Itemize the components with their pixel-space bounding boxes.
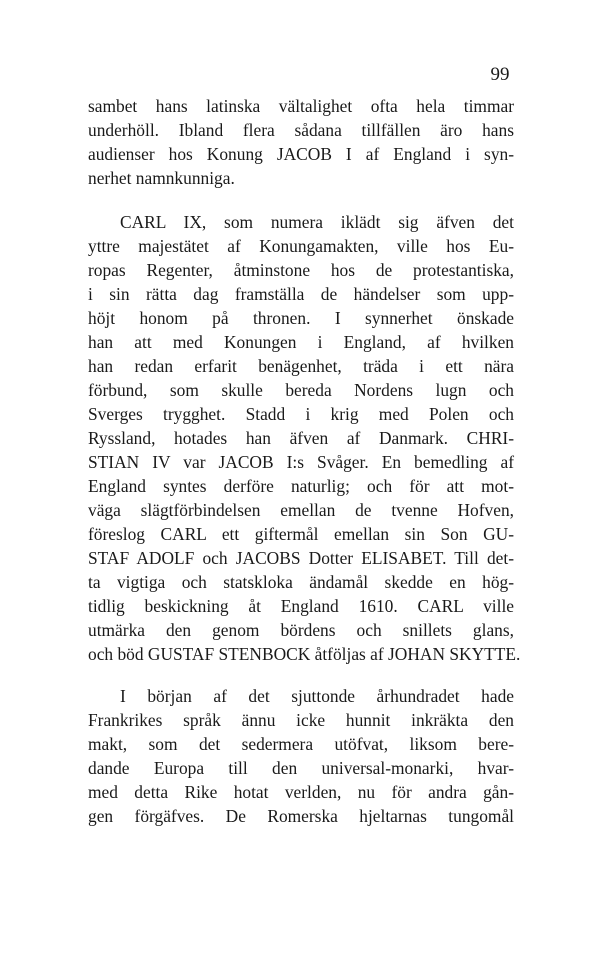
text-line: Frankrikes språk ännu icke hunnit inkräkta den bbox=[88, 710, 514, 730]
text-line: dande Europa till den universal-monarki, hvar- bbox=[88, 758, 514, 778]
text-line: han att med Konungen i England, af hvilken bbox=[88, 332, 514, 352]
text-line: STAF ADOLF och JACOBS Dotter ELISABET. Till det- bbox=[88, 548, 514, 568]
text-line: CARL IX, som numera iklädt sig äfven det bbox=[120, 212, 514, 232]
text-line: ta vigtiga och statskloka ändamål skedde en hög- bbox=[88, 572, 514, 592]
text-line: och böd GUSTAF STENBOCK åtföljas af JOHAN SKYTTE. bbox=[88, 644, 521, 664]
text-line: Sverges trygghet. Stadd i krig med Polen och bbox=[88, 404, 514, 424]
text-line: i sin rätta dag framställa de händelser som upp- bbox=[88, 284, 514, 304]
text-line: han redan erfarit benägenhet, träda i ett nära bbox=[88, 356, 514, 376]
text-line: väga slägtförbindelsen emellan de tvenne Hofven, bbox=[88, 500, 514, 520]
text-line: STIAN IV var JACOB I:s Svåger. En bemedling af bbox=[88, 452, 514, 472]
text-line: Ryssland, hotades han äfven af Danmark. CHRI- bbox=[88, 428, 514, 448]
text-line: underhöll. Ibland flera sådana tillfällen äro hans bbox=[88, 120, 514, 140]
text-line: höjt honom på thronen. I synnerhet önskade bbox=[88, 308, 514, 328]
text-line: England syntes derföre naturlig; och för att mot- bbox=[88, 476, 514, 496]
page-number: 99 bbox=[490, 64, 510, 85]
text-line: makt, som det sedermera utöfvat, liksom bere- bbox=[88, 734, 514, 754]
text-line: sambet hans latinska vältalighet ofta hela timmar bbox=[88, 96, 514, 116]
text-line: I början af det sjuttonde århundradet hade bbox=[120, 686, 514, 706]
text-line: nerhet namnkunniga. bbox=[88, 168, 235, 188]
text-line: tidlig beskickning åt England 1610. CARL ville bbox=[88, 596, 514, 616]
text-line: ropas Regenter, åtminstone hos de protestantiska, bbox=[88, 260, 514, 280]
text-line: audienser hos Konung JACOB I af England i syn- bbox=[88, 144, 514, 164]
text-line: föreslog CARL ett giftermål emellan sin Son GU- bbox=[88, 524, 514, 544]
text-line: utmärka den genom bördens och snillets glans, bbox=[88, 620, 514, 640]
text-line: yttre majestätet af Konungamakten, ville hos Eu- bbox=[88, 236, 514, 256]
text-line: gen förgäfves. De Romerska hjeltarnas tungomål bbox=[88, 806, 514, 826]
text-line: med detta Rike hotat verlden, nu för andra gån- bbox=[88, 782, 514, 802]
text-line: förbund, som skulle bereda Nordens lugn och bbox=[88, 380, 514, 400]
